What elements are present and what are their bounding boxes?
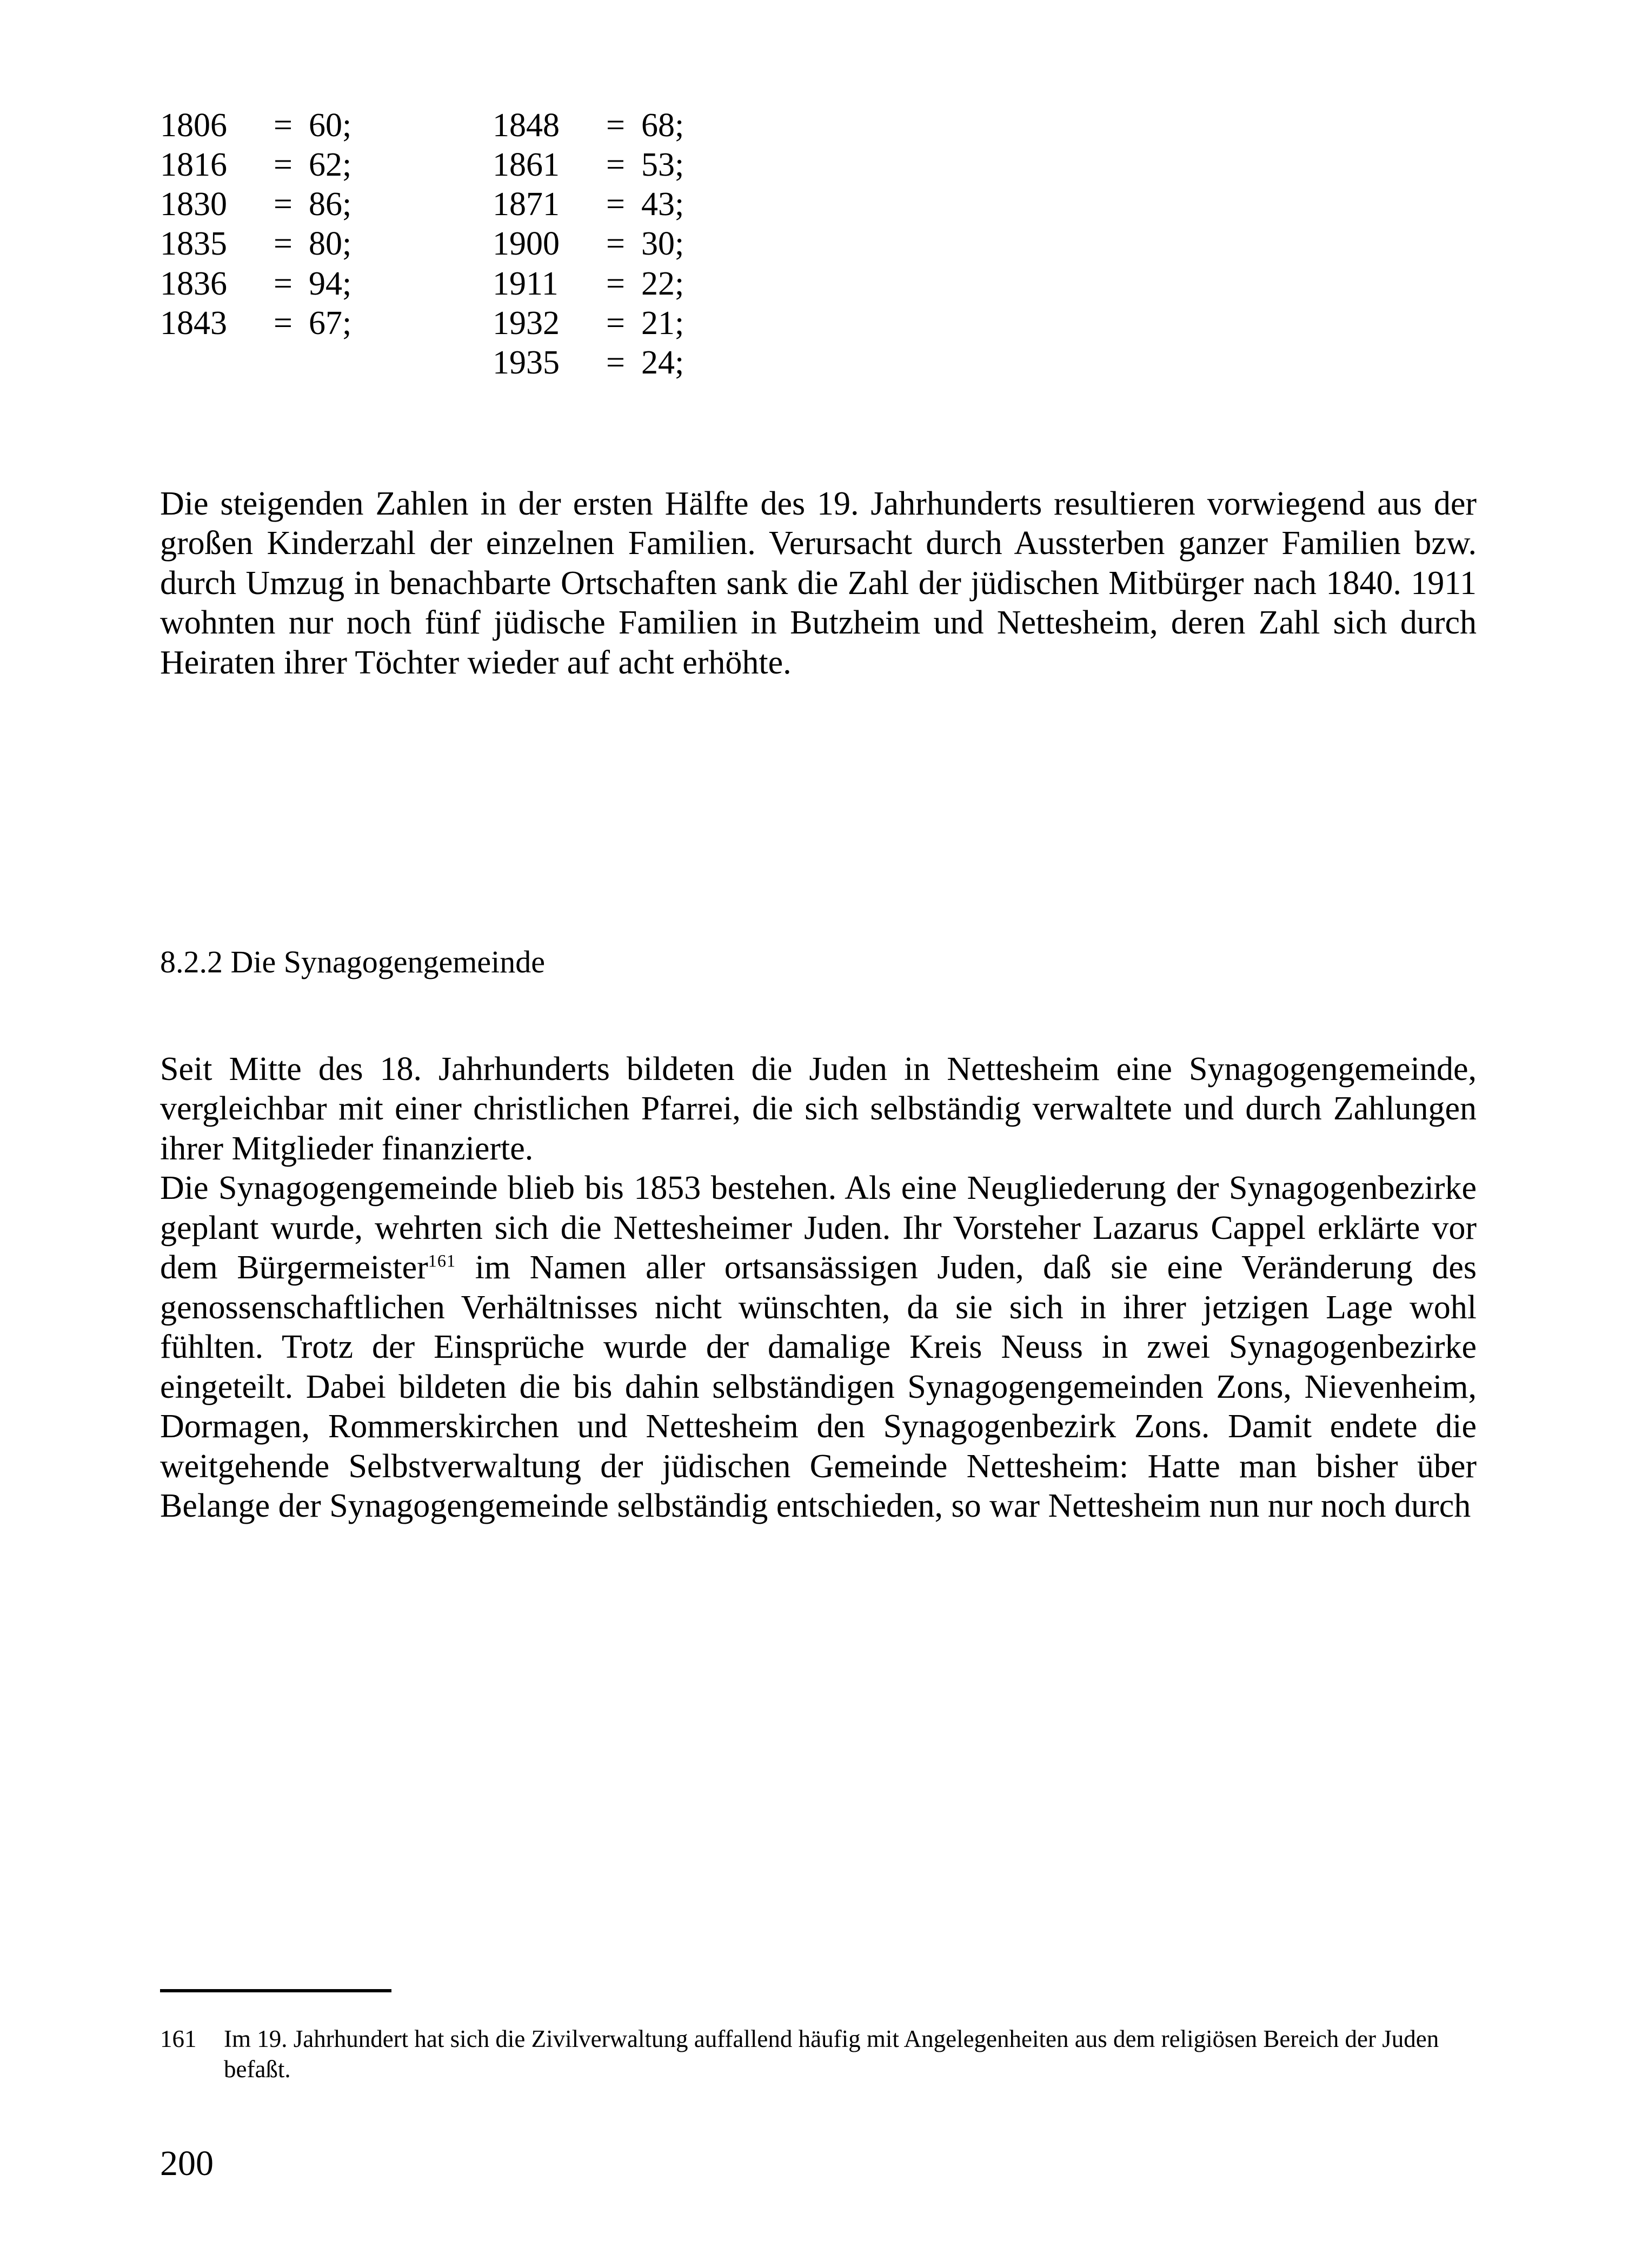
synagogue-paragraph-block [160,1050,1477,1526]
equals-right: = [606,344,625,381]
year-left [160,343,257,383]
page-number: 200 [160,2144,214,2183]
section-heading: 8.2.2 Die Synagogengemeinde [160,944,545,979]
value-right: 22; [641,265,684,302]
population-statistics-table [160,106,825,383]
table-row [160,224,825,264]
year-left: 1836 [160,265,227,302]
value-left: 94; [309,265,352,302]
year-left: 1830 [160,186,227,223]
value-left: 62; [309,146,352,184]
value-left: 67; [309,304,352,342]
synagogue-paragraph-2 [160,1169,1477,1526]
table-row [160,185,825,224]
equals-right: = [606,146,625,184]
equals-left: = [274,146,293,184]
value-right: 21; [641,304,684,342]
equals-right: = [606,265,625,302]
equals-right: = [606,107,625,144]
footnote-text: Im 19. Jahrhundert hat sich die Zivilverwaltung auffallend häufig mit Angelegenheiten aus dem religiösen Bereich der Juden befaßt. [224,2025,1439,2083]
value-left: 86; [309,186,352,223]
value-left [309,343,493,383]
equals-left: = [274,265,293,302]
value-right: 24; [641,344,684,381]
equals-right: = [606,304,625,342]
equals-left: = [274,186,293,223]
synagogue-paragraph-2-before-ref: Die Synagogengemeinde blieb bis 1853 bestehen. Als eine Neugliederung der Synagogenbezirke geplant wurde, wehrten sich die Nettesheimer Juden. Ihr Vorsteher Lazarus Cappel erklärte vor dem Bürgermeister [160,1170,1477,1286]
value-right: 43; [641,186,684,223]
footnote-number: 161 [160,2025,197,2052]
year-right: 1871 [493,186,560,223]
equals-right: = [606,186,625,223]
value-right: 68; [641,107,684,144]
year-left: 1835 [160,225,227,263]
year-right: 1932 [493,304,560,342]
equals-left [257,343,309,383]
year-right: 1900 [493,225,560,263]
year-left: 1806 [160,107,227,144]
year-right: 1861 [493,146,560,184]
year-left: 1816 [160,146,227,184]
table-row [160,343,825,383]
equals-left: = [274,304,293,342]
year-left: 1843 [160,304,227,342]
table-row [160,145,825,185]
table-body [160,106,825,383]
equals-right: = [606,225,625,263]
synagogue-paragraph-1: Seit Mitte des 18. Jahrhunderts bildeten die Juden in Nettesheim eine Synagogengemeinde, vergleichbar mit einer christlichen Pfarrei, die sich selbständig verwaltete und durch Zahlungen ihrer Mitglieder finanzierte. [160,1051,1477,1167]
value-left: 80; [309,225,352,263]
footnote-reference-161[interactable]: 161 [428,1251,456,1271]
synagogue-paragraph-2-after-ref: im Namen aller ortsansässigen Juden, daß sie eine Veränderung des genossenschaftlichen Verhältnisses nicht wünschten, da sie sich in ihrer jetzigen Lage wohl fühlten. Trotz der Einsprüche wurde der damalige Kreis Neuss in zwei Synagogenbezirke eingeteilt. Dabei bildeten die bis dahin selbständigen Synagogengemeinden Zons, Nievenheim, Dormagen, Rommerskirchen und Nettesheim den Synagogenbezirk Zons. Damit endete die weitgehende Selbstverwaltung der jüdischen Gemeinde Nettesheim: Hatte man bisher über Belange der Synagogengemeinde selbständig entschieden, so war Nettesheim nun nur noch durch [160,1249,1477,1525]
table-row [160,304,825,343]
footnote-161 [160,2024,1477,2085]
year-right: 1911 [493,265,559,302]
intro-paragraph-block [160,484,1477,683]
intro-paragraph: Die steigenden Zahlen in der ersten Hälfte des 19. Jahrhunderts resultieren vorwiegend aus der großen Kinderzahl der einzelnen Familien. Verursacht durch Aussterben ganzer Familien bzw. durch Umzug in benachbarte Ortschaften sank die Zahl der jüdischen Mitbürger nach 1840. 1911 wohnten nur noch fünf jüdische Familien in Butzheim und Nettesheim, deren Zahl sich durch Heiraten ihrer Töchter wieder auf acht erhöhte. [160,485,1477,681]
equals-left: = [274,107,293,144]
value-right: 30; [641,225,684,263]
equals-left: = [274,225,293,263]
footnote-separator-rule [160,1989,391,1992]
year-right: 1848 [493,107,560,144]
value-left: 60; [309,107,352,144]
table-row [160,264,825,304]
table-row [160,106,825,145]
year-right: 1935 [493,344,560,381]
value-right: 53; [641,146,684,184]
